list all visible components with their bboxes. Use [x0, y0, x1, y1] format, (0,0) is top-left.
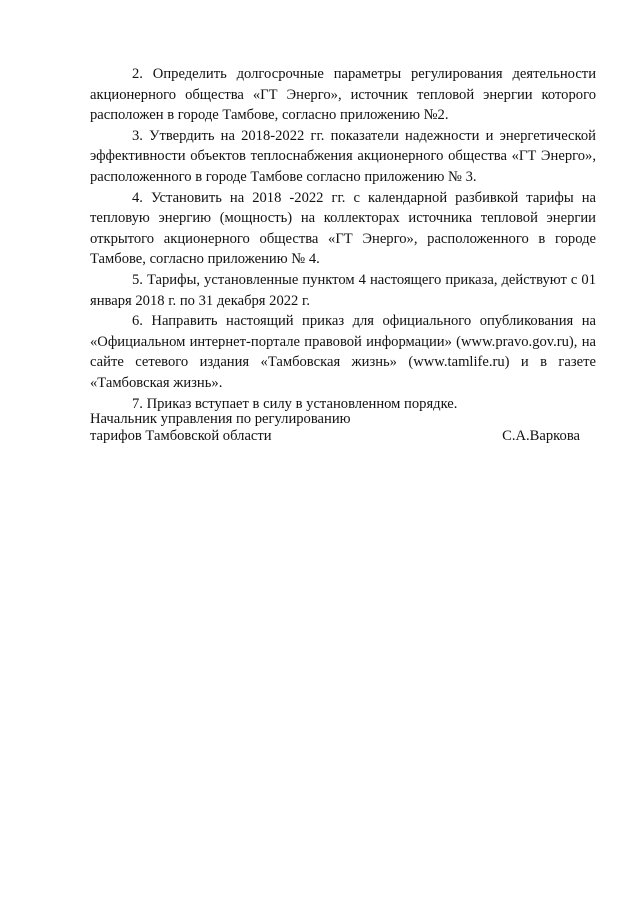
signatory-name: С.А.Варкова: [502, 428, 580, 444]
signature-block: [90, 411, 596, 445]
signatory-title-line-1: Начальник управления по регулированию: [90, 411, 351, 427]
signatory-title-line-2: тарифов Тамбовской области: [90, 428, 272, 444]
paragraph-item-2: 2. Определить долгосрочные параметры регулирования деятельности акционерного общества «ГТ Энерго», источник тепловой энергии которого расположен в городе Тамбове, согласно приложению №2.: [90, 66, 596, 124]
paragraph-item-6: 6. Направить настоящий приказ для официального опубликования на «Официальном интернет-портале правовой информации» (www.pravo.gov.ru), на сайте сетевого издания «Тамбовская жизнь» (www.tamlife.ru) и в газете «Тамбовская жизнь».: [90, 313, 596, 391]
paragraph-item-3: 3. Утвердить на 2018-2022 гг. показатели надежности и энергетической эффективности объектов теплоснабжения акционерного общества «ГТ Энерго», расположенного в городе Тамбове согласно приложению № 3.: [90, 127, 596, 185]
signatory-title: [90, 411, 410, 445]
paragraph-item-4: 4. Установить на 2018 -2022 гг. с календарной разбивкой тарифы на тепловую энергию (мощность) на коллекторах источника тепловой энергии открытого акционерного общества «ГТ Энерго», расположенного в городе Тамбове, согласно приложению № 4.: [90, 189, 596, 268]
document-body: [90, 64, 596, 414]
paragraph-item-5: 5. Тарифы, установленные пунктом 4 настоящего приказа, действуют с 01 января 2018 г. по 31 декабря 2022 г.: [90, 271, 596, 309]
paragraph-item-7: 7. Приказ вступает в силу в установленном порядке.: [132, 395, 458, 412]
